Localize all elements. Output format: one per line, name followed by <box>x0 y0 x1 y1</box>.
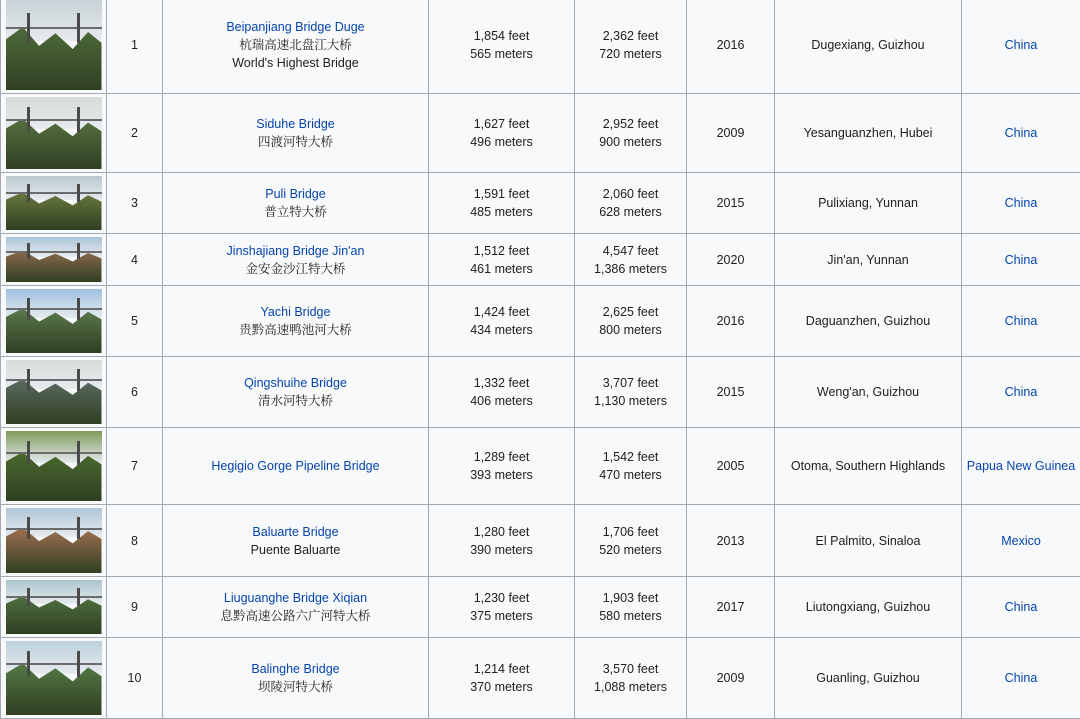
year: 2016 <box>717 314 745 328</box>
bridge-name-link[interactable]: Qingshuihe Bridge <box>165 374 426 392</box>
photo-cell <box>1 94 107 173</box>
height-meters: 434 meters <box>431 321 572 339</box>
thumbnail-terrain <box>6 596 102 634</box>
height-cell <box>429 638 575 719</box>
photo-cell <box>1 286 107 357</box>
year-cell <box>687 428 775 505</box>
rank-cell <box>107 428 163 505</box>
thumbnail-deck <box>6 251 102 253</box>
name-cell <box>163 94 429 173</box>
height-meters: 390 meters <box>431 541 572 559</box>
bridge-local-name: Puente Baluarte <box>165 541 426 559</box>
rank-cell <box>107 94 163 173</box>
thumbnail-deck <box>6 192 102 194</box>
location-cell <box>775 234 962 286</box>
thumbnail-tower <box>77 588 80 606</box>
thumbnail-tower <box>27 369 30 391</box>
rank-cell <box>107 638 163 719</box>
span-feet: 4,547 feet <box>577 242 684 260</box>
bridge-local-name: 普立特大桥 <box>165 203 426 221</box>
bridge-name-link[interactable]: Puli Bridge <box>165 185 426 203</box>
table-row <box>1 0 1080 94</box>
location-cell <box>775 94 962 173</box>
year: 2005 <box>717 459 745 473</box>
height-feet: 1,424 feet <box>431 303 572 321</box>
thumbnail-tower <box>27 243 30 258</box>
year: 2016 <box>717 38 745 52</box>
table-row <box>1 357 1080 428</box>
table-row <box>1 638 1080 719</box>
rank: 3 <box>131 196 138 210</box>
bridge-local-name: 坝陵河特大桥 <box>165 678 426 696</box>
height-feet: 1,230 feet <box>431 589 572 607</box>
rank: 10 <box>128 671 142 685</box>
thumbnail-tower <box>77 13 80 44</box>
rank: 4 <box>131 253 138 267</box>
span-cell <box>575 94 687 173</box>
bridge-name-link[interactable]: Jinshajiang Bridge Jin'an <box>165 242 426 260</box>
location: Jin'an, Yunnan <box>827 253 908 267</box>
year-cell <box>687 357 775 428</box>
bridge-local-name: 清水河特大桥 <box>165 392 426 410</box>
bridge-name-link[interactable]: Balinghe Bridge <box>165 660 426 678</box>
thumbnail-terrain <box>6 308 102 353</box>
height-meters: 496 meters <box>431 133 572 151</box>
table-row <box>1 428 1080 505</box>
bridge-photo-thumbnail[interactable] <box>6 237 102 282</box>
thumbnail-deck <box>6 27 102 29</box>
thumbnail-tower <box>77 184 80 202</box>
span-feet: 1,903 feet <box>577 589 684 607</box>
thumbnail-terrain <box>6 452 102 501</box>
bridge-name-link[interactable]: Liuguanghe Bridge Xiqian <box>165 589 426 607</box>
span-meters: 520 meters <box>577 541 684 559</box>
location: Dugexiang, Guizhou <box>811 38 924 52</box>
location: Otoma, Southern Highlands <box>791 459 945 473</box>
span-meters: 900 meters <box>577 133 684 151</box>
thumbnail-tower <box>27 298 30 320</box>
span-cell <box>575 357 687 428</box>
photo-cell <box>1 638 107 719</box>
name-cell <box>163 638 429 719</box>
height-cell <box>429 505 575 577</box>
rank-cell <box>107 505 163 577</box>
photo-cell <box>1 428 107 505</box>
thumbnail-terrain <box>6 528 102 574</box>
thumbnail-tower <box>77 243 80 258</box>
country-cell <box>962 0 1080 94</box>
thumbnail-terrain <box>6 27 102 90</box>
bridge-name-link[interactable]: Beipanjiang Bridge Duge <box>165 18 426 36</box>
country-link[interactable]: Mexico <box>1001 534 1041 548</box>
bridge-photo-thumbnail[interactable] <box>6 508 102 573</box>
country-cell <box>962 173 1080 234</box>
country-cell <box>962 234 1080 286</box>
photo-cell <box>1 577 107 638</box>
height-feet: 1,854 feet <box>431 27 572 45</box>
table-row <box>1 234 1080 286</box>
bridge-local-name: 贵黔高速鸭池河大桥 <box>165 321 426 339</box>
height-cell <box>429 286 575 357</box>
height-cell <box>429 357 575 428</box>
year: 2017 <box>717 600 745 614</box>
rank-cell <box>107 577 163 638</box>
name-cell <box>163 428 429 505</box>
height-feet: 1,280 feet <box>431 523 572 541</box>
country-cell <box>962 428 1080 505</box>
span-cell <box>575 505 687 577</box>
span-feet: 3,570 feet <box>577 660 684 678</box>
location-cell <box>775 357 962 428</box>
thumbnail-tower <box>77 441 80 465</box>
location-cell <box>775 505 962 577</box>
span-feet: 3,707 feet <box>577 374 684 392</box>
bridge-note: World's Highest Bridge <box>165 54 426 72</box>
country-cell <box>962 577 1080 638</box>
thumbnail-deck <box>6 379 102 381</box>
year-cell <box>687 638 775 719</box>
height-meters: 485 meters <box>431 203 572 221</box>
span-cell <box>575 638 687 719</box>
year: 2015 <box>717 196 745 210</box>
bridge-name-link[interactable]: Siduhe Bridge <box>165 115 426 133</box>
name-cell <box>163 505 429 577</box>
table-row <box>1 173 1080 234</box>
thumbnail-terrain <box>6 192 102 230</box>
span-feet: 1,542 feet <box>577 448 684 466</box>
year-cell <box>687 0 775 94</box>
thumbnail-tower <box>77 107 80 131</box>
thumbnail-deck <box>6 596 102 598</box>
country-cell <box>962 638 1080 719</box>
country-link[interactable]: China <box>1005 196 1038 210</box>
thumbnail-terrain <box>6 663 102 715</box>
name-cell <box>163 577 429 638</box>
year-cell <box>687 286 775 357</box>
span-meters: 1,088 meters <box>577 678 684 696</box>
photo-cell <box>1 357 107 428</box>
location-cell <box>775 428 962 505</box>
height-feet: 1,332 feet <box>431 374 572 392</box>
height-feet: 1,512 feet <box>431 242 572 260</box>
bridge-name-link[interactable]: Baluarte Bridge <box>165 523 426 541</box>
table-row <box>1 505 1080 577</box>
thumbnail-tower <box>27 651 30 676</box>
span-meters: 1,130 meters <box>577 392 684 410</box>
height-feet: 1,627 feet <box>431 115 572 133</box>
country-cell <box>962 286 1080 357</box>
bridge-name-link[interactable]: Hegigio Gorge Pipeline Bridge <box>165 457 426 475</box>
location: Weng'an, Guizhou <box>817 385 919 399</box>
country-link[interactable]: China <box>1005 600 1038 614</box>
location-cell <box>775 0 962 94</box>
country-link[interactable]: China <box>1005 385 1038 399</box>
height-cell <box>429 173 575 234</box>
country-link[interactable]: China <box>1005 314 1038 328</box>
span-feet: 2,060 feet <box>577 185 684 203</box>
bridge-local-name: 杭瑞高速北盘江大桥 <box>165 36 426 54</box>
thumbnail-terrain <box>6 119 102 169</box>
location: Liutongxiang, Guizhou <box>806 600 930 614</box>
thumbnail-tower <box>27 107 30 131</box>
height-meters: 461 meters <box>431 260 572 278</box>
bridge-name-link[interactable]: Yachi Bridge <box>165 303 426 321</box>
height-meters: 370 meters <box>431 678 572 696</box>
thumbnail-deck <box>6 308 102 310</box>
span-cell <box>575 286 687 357</box>
name-cell <box>163 357 429 428</box>
country-cell <box>962 505 1080 577</box>
span-feet: 1,706 feet <box>577 523 684 541</box>
height-cell <box>429 94 575 173</box>
year: 2015 <box>717 385 745 399</box>
height-meters: 393 meters <box>431 466 572 484</box>
year: 2013 <box>717 534 745 548</box>
table-body <box>1 0 1080 719</box>
name-cell <box>163 234 429 286</box>
height-cell <box>429 577 575 638</box>
country-link[interactable]: China <box>1005 671 1038 685</box>
location: Guanling, Guizhou <box>816 671 920 685</box>
bridge-photo-thumbnail[interactable] <box>6 97 102 169</box>
photo-cell <box>1 173 107 234</box>
name-cell <box>163 286 429 357</box>
span-meters: 1,386 meters <box>577 260 684 278</box>
span-meters: 720 meters <box>577 45 684 63</box>
thumbnail-deck <box>6 119 102 121</box>
rank: 1 <box>131 38 138 52</box>
span-cell <box>575 234 687 286</box>
country-cell <box>962 94 1080 173</box>
country-link[interactable]: China <box>1005 253 1038 267</box>
bridge-photo-thumbnail[interactable] <box>6 641 102 715</box>
thumbnail-terrain <box>6 251 102 283</box>
thumbnail-terrain <box>6 379 102 424</box>
rank: 7 <box>131 459 138 473</box>
span-meters: 628 meters <box>577 203 684 221</box>
bridge-photo-thumbnail[interactable] <box>6 580 102 634</box>
rank-cell <box>107 357 163 428</box>
table-row <box>1 94 1080 173</box>
rank-cell <box>107 0 163 94</box>
height-cell <box>429 234 575 286</box>
location-cell <box>775 638 962 719</box>
name-cell <box>163 0 429 94</box>
rank: 5 <box>131 314 138 328</box>
span-cell <box>575 577 687 638</box>
country-link[interactable]: China <box>1005 126 1038 140</box>
name-cell <box>163 173 429 234</box>
rank-cell <box>107 173 163 234</box>
photo-cell <box>1 234 107 286</box>
span-cell <box>575 0 687 94</box>
height-cell <box>429 428 575 505</box>
table-row <box>1 577 1080 638</box>
height-feet: 1,289 feet <box>431 448 572 466</box>
year-cell <box>687 234 775 286</box>
rank-cell <box>107 234 163 286</box>
span-feet: 2,625 feet <box>577 303 684 321</box>
bridge-photo-thumbnail[interactable] <box>6 0 102 90</box>
span-feet: 2,952 feet <box>577 115 684 133</box>
thumbnail-deck <box>6 528 102 530</box>
table-row <box>1 286 1080 357</box>
year-cell <box>687 173 775 234</box>
thumbnail-tower <box>27 441 30 465</box>
thumbnail-deck <box>6 663 102 665</box>
height-feet: 1,214 feet <box>431 660 572 678</box>
photo-cell <box>1 0 107 94</box>
thumbnail-deck <box>6 452 102 454</box>
thumbnail-tower <box>27 517 30 539</box>
rank: 2 <box>131 126 138 140</box>
thumbnail-tower <box>27 13 30 44</box>
bridge-photo-thumbnail[interactable] <box>6 176 102 230</box>
height-cell <box>429 0 575 94</box>
photo-cell <box>1 505 107 577</box>
year: 2020 <box>717 253 745 267</box>
year-cell <box>687 94 775 173</box>
location: Pulixiang, Yunnan <box>818 196 918 210</box>
thumbnail-tower <box>77 298 80 320</box>
year: 2009 <box>717 671 745 685</box>
year: 2009 <box>717 126 745 140</box>
location-cell <box>775 286 962 357</box>
bridge-local-name: 四渡河特大桥 <box>165 133 426 151</box>
thumbnail-tower <box>27 184 30 202</box>
span-meters: 800 meters <box>577 321 684 339</box>
location: Yesanguanzhen, Hubei <box>804 126 933 140</box>
thumbnail-tower <box>77 651 80 676</box>
bridge-photo-thumbnail[interactable] <box>6 360 102 424</box>
bridge-photo-thumbnail[interactable] <box>6 431 102 501</box>
bridge-local-name: 息黔高速公路六广河特大桥 <box>165 607 426 625</box>
span-cell <box>575 428 687 505</box>
height-meters: 406 meters <box>431 392 572 410</box>
rank: 8 <box>131 534 138 548</box>
location-cell <box>775 577 962 638</box>
year-cell <box>687 505 775 577</box>
height-meters: 375 meters <box>431 607 572 625</box>
rank: 6 <box>131 385 138 399</box>
bridge-local-name: 金安金沙江特大桥 <box>165 260 426 278</box>
thumbnail-tower <box>77 369 80 391</box>
bridge-photo-thumbnail[interactable] <box>6 289 102 353</box>
country-link[interactable]: Papua New Guinea <box>967 459 1075 473</box>
thumbnail-tower <box>77 517 80 539</box>
rank-cell <box>107 286 163 357</box>
span-feet: 2,362 feet <box>577 27 684 45</box>
rank: 9 <box>131 600 138 614</box>
year-cell <box>687 577 775 638</box>
span-meters: 580 meters <box>577 607 684 625</box>
height-feet: 1,591 feet <box>431 185 572 203</box>
span-cell <box>575 173 687 234</box>
location-cell <box>775 173 962 234</box>
location: El Palmito, Sinaloa <box>816 534 921 548</box>
height-meters: 565 meters <box>431 45 572 63</box>
location: Daguanzhen, Guizhou <box>806 314 930 328</box>
country-link[interactable]: China <box>1005 38 1038 52</box>
thumbnail-tower <box>27 588 30 606</box>
span-meters: 470 meters <box>577 466 684 484</box>
country-cell <box>962 357 1080 428</box>
